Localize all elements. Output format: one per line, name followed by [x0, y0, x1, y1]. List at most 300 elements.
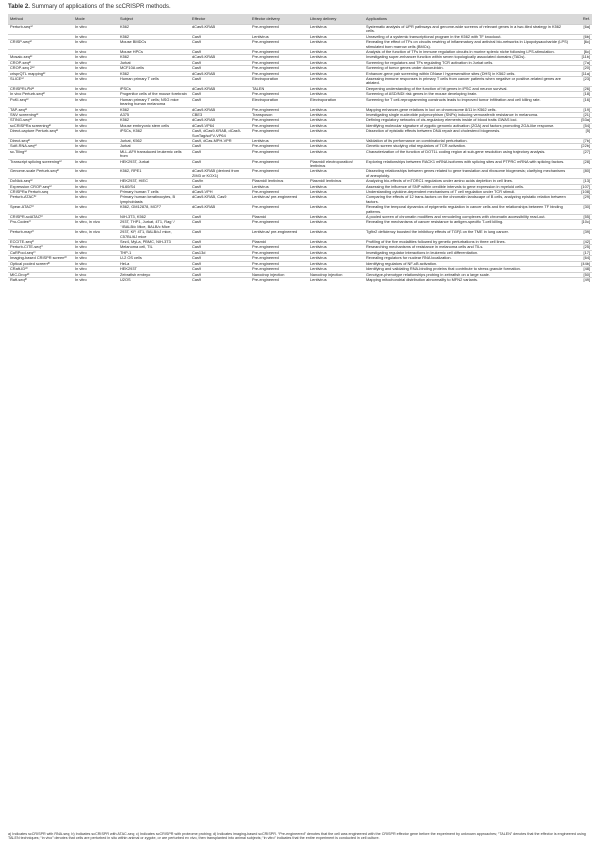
- cell-mode: In vitro: [75, 244, 87, 250]
- cell-mode: In vitro: [75, 266, 87, 272]
- cell-ref: [107]: [581, 184, 590, 189]
- cell-effector: Cas9: [192, 39, 202, 45]
- cell-mode: In vitro: [75, 143, 87, 149]
- cell-mode: In vitro: [75, 138, 87, 143]
- cell-effector: Cas9: [192, 91, 202, 97]
- cell-applications: Assessing immune responses in primary T cells from cancer patients when negative or positive-related genes are ablated.: [366, 76, 561, 86]
- cell-effector-delivery: Lentivirus/ pre-engineered: [252, 229, 298, 235]
- header-library-delivery: Library delivery: [308, 14, 364, 25]
- cell-applications: Unraveling of a systemic transcriptional program in the K562 with TF knockout.: [366, 34, 502, 39]
- cell-mode: In vitro: [75, 65, 87, 71]
- applications-table: [8, 14, 592, 282]
- cell-ref: [20]: [583, 65, 590, 71]
- cell-subject: HL60/S4: [120, 184, 136, 189]
- cell-subject: Jurkat, K562: [120, 138, 142, 143]
- cell-mode: In vitro: [75, 168, 87, 174]
- cell-effector: dCas9-VP64: [192, 123, 215, 128]
- cell-library-delivery: Lentivirus: [310, 214, 327, 220]
- cell-mode: In vitro: [75, 39, 87, 45]
- cell-effector-delivery: Plasmid/ lentivirus: [252, 178, 284, 184]
- cell-library-delivery: Lentivirus: [310, 261, 327, 266]
- table-row: [8, 97, 592, 107]
- cell-effector-delivery: Pre-engineered: [252, 49, 279, 55]
- cell-method: CRISPR-sciATACᵇ⁾: [10, 214, 43, 220]
- cell-library-delivery: Lentivirus: [310, 91, 327, 97]
- cell-ref: [21]: [583, 112, 590, 117]
- cell-ref: [29]: [583, 194, 590, 200]
- table-row: [8, 25, 592, 35]
- cell-ref: [42]: [583, 239, 590, 245]
- cell-effector: dCas9-KRAB (derived from ZIM3 or KOX1): [192, 168, 240, 178]
- cell-ref: [7b]: [583, 138, 590, 143]
- cell-effector-delivery: Pre-engineered: [252, 266, 279, 272]
- cell-effector-delivery: Lentivirus: [252, 138, 269, 143]
- cell-applications: Screening of tumor genes under doxorubicin.: [366, 65, 444, 71]
- cell-effector: CBE3: [192, 112, 203, 117]
- table-row: [8, 220, 592, 230]
- cell-method: Pro-Codesᶜ⁾: [10, 219, 31, 225]
- cell-ref: [16]: [583, 97, 590, 102]
- cell-ref: [6b]: [583, 34, 590, 39]
- cell-effector: dCas9-VPH: [192, 189, 213, 194]
- cell-effector: Cas9: [192, 272, 202, 277]
- cell-library-delivery: Lentivirus: [310, 71, 327, 76]
- cell-mode: In vitro: [75, 194, 87, 200]
- cell-effector-delivery: Pre-engineered: [252, 60, 279, 65]
- cell-ref: [11b]: [581, 54, 590, 60]
- header-method: Method: [8, 14, 73, 25]
- cell-method: Direct-capture Perturb-seqᵃ⁾: [10, 128, 59, 134]
- cell-mode: In vitro: [75, 97, 87, 102]
- cell-ref: [28]: [583, 159, 590, 164]
- cell-library-delivery: Lentivirus: [310, 239, 327, 245]
- cell-library-delivery: Lentivirus: [310, 189, 327, 194]
- header-ref: Ref.: [571, 14, 592, 25]
- cell-mode: In vitro: [75, 239, 87, 245]
- cell-ref: [44b]: [581, 261, 590, 266]
- table-row: [8, 149, 592, 159]
- cell-subject: Melanoma cell, TIL: [120, 244, 153, 250]
- cell-ref: [22b]: [581, 143, 590, 149]
- cell-mode: In vivo: [75, 272, 87, 277]
- cell-subject: iPSCs, K562: [120, 128, 143, 134]
- cell-effector: Cas9: [192, 65, 202, 71]
- cell-mode: In vitro: [75, 117, 87, 123]
- cell-subject: Primary human T cells: [120, 189, 159, 194]
- cell-subject: MLL-AF9 transduced leukemic cells from: [120, 149, 182, 159]
- cell-method: Imaging-based CRISPR screenᵈ⁾: [10, 255, 67, 261]
- cell-effector: Cas9, dCas9-KRAB, dCas9-SunTag/scFV-VP64: [192, 128, 242, 138]
- cell-applications: Genetic screen studying vital regulators of TCR activation.: [366, 143, 467, 149]
- table-caption: [8, 4, 171, 10]
- cell-mode: In vitro: [75, 204, 87, 210]
- cell-ref: [25]: [583, 244, 590, 250]
- cell-effector: Cas13d: [192, 250, 206, 255]
- cell-mode: In vitro, in vivo: [75, 219, 100, 225]
- cell-effector-delivery: Plasmid: [252, 214, 266, 220]
- cell-applications: Investigating super-enhancer function within seven topologically associated domains (TADs).: [366, 54, 526, 60]
- cell-method: DoNick-seqᵃ⁾: [10, 178, 33, 184]
- cell-effector: Cas9, dCas-MPH-VPR: [192, 138, 232, 143]
- cell-method: Mosaic-seqᵃ⁾: [10, 54, 33, 60]
- cell-effector: Cas9: [192, 149, 202, 154]
- cell-library-delivery: Lentivirus: [310, 76, 327, 82]
- cell-method: scCRISPRa screeningᵃ⁾: [10, 123, 52, 128]
- cell-effector: Cas9: [192, 229, 202, 235]
- cell-subject: Mouse BMDCs: [120, 39, 147, 45]
- cell-method: CRISPRa Perturb-seq: [10, 189, 49, 194]
- cell-mode: In vitro: [75, 250, 87, 255]
- cell-subject: HeLa: [120, 261, 130, 266]
- cell-effector: Cas9: [192, 239, 202, 245]
- cell-ref: [108]: [581, 189, 590, 194]
- cell-library-delivery: Lentivirus: [310, 149, 327, 154]
- cell-method: CaRPool-seqᶜ⁾: [10, 250, 36, 255]
- cell-ref: [30]: [583, 204, 590, 210]
- cell-subject: U-2 OS cells: [120, 255, 142, 261]
- cell-ref: [53a]: [581, 117, 590, 123]
- cell-method: CRaft-IDᵈ⁾: [10, 266, 28, 272]
- cell-subject: HEK293T, Jurkat: [120, 159, 150, 164]
- cell-mode: In vitro: [75, 149, 87, 154]
- table-row: [8, 129, 592, 139]
- header-mode: Mode: [73, 14, 118, 25]
- table-row: [8, 277, 592, 282]
- cell-applications: Profiling of the five modalities followed by genetic perturbations in three cell lines.: [366, 239, 506, 245]
- cell-effector-delivery: Pre-engineered: [252, 277, 279, 282]
- cell-applications: Deepening understanding of the function of hit genes in iPSC and neuron survival.: [366, 86, 508, 91]
- cell-subject: K562: [120, 24, 130, 29]
- cell-effector: Cas9: [192, 184, 202, 189]
- cell-effector-delivery: Plasmid: [252, 239, 266, 245]
- cell-effector: Cas9: [192, 261, 202, 266]
- cell-method: TAP-seqᵃ⁾: [10, 107, 28, 112]
- cell-ref: [11a]: [581, 71, 590, 76]
- cell-subject: iPSCs: [120, 86, 131, 91]
- cell-subject: Human primary T cells; NSG mice bearing human melanoma: [120, 97, 179, 107]
- cell-effector-delivery: Electroporation: [252, 76, 279, 82]
- cell-applications: Tgfbr2 deficiency boosted the inhibitory effects of TGFβ on the TME in lung cancer.: [366, 229, 509, 235]
- cell-effector-delivery: TALEN: [252, 86, 265, 91]
- cell-effector: dCas9-KRAB: [192, 204, 216, 210]
- cell-mode: In vitro: [75, 261, 87, 266]
- cell-mode: In vitro: [75, 54, 87, 60]
- cell-library-delivery: Lentivirus: [310, 266, 327, 272]
- cell-applications: Characterization of the function of DOT1L coding region at sub-gene resolution using trajectory analysis.: [366, 149, 546, 154]
- cell-mode: In vitro: [75, 184, 87, 189]
- cell-library-delivery: Lentivirus: [310, 39, 327, 45]
- cell-effector-delivery: Pre-engineered: [252, 39, 279, 45]
- cell-effector-delivery: Pre-engineered: [252, 159, 279, 164]
- cell-applications: Screening of ASD/NDI risk genes in the mouse developing brain.: [366, 91, 478, 97]
- cell-method: Genome-scale Perturb-seqᵃ⁾: [10, 168, 60, 174]
- cell-library-delivery: Lentivirus: [310, 143, 327, 149]
- cell-effector: dCas9-KRAB: [192, 86, 216, 91]
- cell-applications: Identifying regulators of NF-κB activation.: [366, 261, 438, 266]
- cell-subject: K562: [120, 71, 130, 76]
- cell-library-delivery: Plasmid/ electroporation/ lentivirus: [310, 159, 353, 168]
- cell-effector-delivery: Pre-engineered: [252, 54, 279, 60]
- cell-method: Perturb-mapᶜ⁾: [10, 229, 34, 235]
- cell-effector: Cas9: [192, 97, 202, 102]
- cell-effector: dCas9-KRAB: [192, 24, 216, 29]
- cell-method: Raft-seqᵈ⁾: [10, 277, 28, 282]
- header-effector: Effector: [190, 14, 250, 25]
- table-row: [8, 159, 592, 169]
- cell-applications: Researching mechanisms of resistance in melanoma cells and TILs.: [366, 244, 484, 250]
- cell-applications: Identifying and validating RNA-binding proteins that contribute to stress granule formation.: [366, 266, 521, 272]
- cell-library-delivery: Nanodrop injection: [310, 272, 343, 277]
- cell-applications: Mapping enhancer-gene relations in loci on chromosome 8/11 in K562 cells.: [366, 107, 497, 112]
- cell-subject: U2OS: [120, 277, 131, 282]
- cell-effector-delivery: Transposon: [252, 112, 273, 117]
- cell-subject: Human primary T cells: [120, 76, 159, 82]
- cell-mode: In vitro: [75, 123, 87, 128]
- cell-ref: [6a]: [583, 24, 590, 29]
- cell-library-delivery: Electroporation: [310, 97, 337, 102]
- cell-method: STING-seqᵃ⁾: [10, 117, 32, 123]
- cell-effector-delivery: Pre-engineered: [252, 204, 279, 210]
- cell-ref: [27]: [583, 149, 590, 154]
- cell-applications: Analysis of the function of TFs in immune regulation circuits in murine splenic niche following LPS-stimulation.: [366, 49, 555, 55]
- cell-subject: Mouse embryonic stem cells: [120, 123, 170, 128]
- cell-applications: Investigating regulator interactions in leukemic cell differentiation.: [366, 250, 479, 255]
- cell-mode: In vitro: [75, 60, 87, 65]
- cell-library-delivery: Lentivirus: [310, 123, 327, 128]
- cell-subject: NIH-3T3, K562: [120, 214, 146, 220]
- cell-subject: K562, RPE1: [120, 168, 142, 174]
- cell-applications: Genotype-phenotype relationships probing in zebrafish on a large scale.: [366, 272, 490, 277]
- cell-library-delivery: Lentivirus: [310, 184, 327, 189]
- cell-effector: Cas9: [192, 214, 202, 220]
- cell-applications: A pooled screen of chromatin modifiers and remodeling complexes with chromatin accessibility read-out.: [366, 214, 546, 220]
- table-row: [8, 230, 592, 240]
- cell-effector: dCas9-KRAB, Cas9: [192, 194, 227, 200]
- table-caption-label: Table 2.: [8, 4, 30, 10]
- cell-applications: Enhancer-gene pair screening within DNase I hypersensitive sites (DHS) in K562 cells.: [366, 71, 516, 76]
- cell-method: SNV screeningᵃ⁾: [10, 112, 39, 117]
- cell-method: Scifi-RNA-seqᵃ⁾: [10, 143, 37, 149]
- cell-ref: [5]: [585, 128, 590, 134]
- cell-applications: Understanding cytokine-dependent mechanisms of T cell regulation under TCR stimuli.: [366, 189, 516, 194]
- cell-applications: Investigating single nucleotide polymorphism (SNPs) inducing vemurafenib resistance in melanoma.: [366, 112, 539, 117]
- cell-applications: Identifying molecular signature of zygotic genomic activation (ZGA) and factors promoting ZGA-like response.: [366, 123, 555, 128]
- cell-mode: In vitro: [75, 214, 87, 220]
- cell-applications: Analyzing bio-effects of mTORC1 regulators under amino acids depletion in cell lines.: [366, 178, 513, 184]
- header-effector-delivery: Effector delivery: [250, 14, 308, 25]
- cell-method: MIC-Dropᵈ⁾: [10, 272, 30, 277]
- cell-subject: 293T, THP1, Jurkat, 4T1, Rag⁻/⁻/BALB/c Mice, BALB/c Mice: [120, 219, 175, 229]
- cell-ref: [13]: [583, 178, 590, 184]
- cell-effector-delivery: Pre-engineered: [252, 261, 279, 266]
- cell-applications: Defining regulatory networks of cis-regulatory elements inside of blood traits GWAS loci.: [366, 117, 518, 123]
- cell-effector: Cas9: [192, 219, 202, 225]
- cell-applications: Validation of its performance on combinatorial perturbation.: [366, 138, 468, 143]
- cell-ref: [48]: [583, 266, 590, 272]
- cell-library-delivery: Lentivirus: [310, 128, 327, 134]
- cell-method: Expression CROP-seqᵃ⁾: [10, 184, 52, 189]
- cell-subject: K562, GM12878, MCF7: [120, 204, 162, 210]
- cell-applications: Assessing the influence of SNP within credible intervals to gene expression in myeloid cells.: [366, 184, 525, 189]
- table-row: [8, 40, 592, 50]
- cell-library-delivery: Lentivirus: [310, 60, 327, 65]
- cell-method: PoKI-seqᵃ⁾: [10, 97, 29, 102]
- cell-subject: HEK293T, HIEC: [120, 178, 148, 184]
- cell-effector-delivery: Lentivirus/ pre-engineered: [252, 194, 298, 200]
- cell-applications: Comparing the effects of 12 trans-factors on the chromatin landscape of B cells, analyzing epistatic relation between factors.: [366, 194, 566, 204]
- cell-ref: [26]: [583, 86, 590, 91]
- table-row: [8, 195, 592, 205]
- table-row: [8, 169, 592, 179]
- cell-library-delivery: Lentivirus: [310, 277, 327, 282]
- cell-ref: [39]: [583, 229, 590, 235]
- cell-effector: Cas9: [192, 266, 202, 272]
- cell-effector-delivery: Pre-engineered: [252, 168, 279, 174]
- cell-applications: Revealing the mechanisms of cancer resistance to antigen-specific T-cell killing.: [366, 219, 504, 225]
- cell-subject: K562: [120, 117, 130, 123]
- cell-effector: Cas9: [192, 277, 202, 282]
- cell-ref: [23]: [583, 76, 590, 82]
- cell-effector: Cas9n: [192, 178, 204, 184]
- cell-library-delivery: Lentivirus: [310, 107, 327, 112]
- cell-applications: Dissecting relationships between genes related to gene translation and ribosome biogenesis; clarifying mechanisms of aneuploidy.: [366, 168, 566, 178]
- cell-subject: K562: [120, 54, 130, 60]
- cell-ref: [17]: [583, 250, 590, 255]
- cell-effector: Cas9: [192, 255, 202, 261]
- header-applications: Applications: [364, 14, 571, 25]
- cell-method: CRISPRi-i³Nᵃ⁾: [10, 86, 35, 91]
- cell-effector-delivery: Pre-engineered: [252, 117, 279, 123]
- cell-ref: [54]: [583, 123, 590, 128]
- cell-subject: Progenitor cells of the mouse forebrain: [120, 91, 187, 97]
- cell-ref: [6c]: [583, 49, 590, 55]
- cell-effector-delivery: Nanodrop injection: [252, 272, 285, 277]
- cell-method: Perturb-ATACᵇ⁾: [10, 194, 37, 200]
- cell-library-delivery: Lentivirus: [310, 219, 327, 225]
- cell-effector-delivery: Lentivirus: [252, 34, 269, 39]
- cell-effector-delivery: Pre-engineered: [252, 143, 279, 149]
- cell-subject: Sez4, MyLa, PBMC, NIH-3T3: [120, 239, 171, 245]
- cell-effector-delivery: Lentivirus: [252, 184, 269, 189]
- cell-library-delivery: Lentivirus: [310, 255, 327, 261]
- cell-effector: Cas9: [192, 34, 202, 39]
- cell-method: Transcript splicing screeningᵃ⁾: [10, 159, 62, 164]
- cell-library-delivery: Lentivirus: [310, 54, 327, 60]
- cell-library-delivery: Lentivirus: [310, 24, 327, 29]
- cell-mode: In vitro, in vivo: [75, 229, 100, 235]
- table-caption-text: Summary of applications of the scCRISPR methods.: [31, 4, 171, 10]
- cell-library-delivery: Lentivirus: [310, 112, 327, 117]
- cell-method: CROP-seq 2ᵃ⁾: [10, 65, 35, 71]
- cell-effector-delivery: Pre-engineered: [252, 107, 279, 112]
- table-header-row: [8, 14, 592, 25]
- cell-method: Perturb-CITE-seqᶜ⁾: [10, 244, 43, 250]
- cell-library-delivery: Lentivirus: [310, 65, 327, 71]
- cell-method: Direct-seqᵃ⁾: [10, 138, 31, 143]
- cell-effector-delivery: Pre-engineered: [252, 244, 279, 250]
- cell-subject: MCF10A cells: [120, 65, 144, 71]
- cell-ref: [49]: [583, 277, 590, 282]
- cell-ref: [50]: [583, 272, 590, 277]
- cell-ref: [18]: [583, 91, 590, 97]
- cell-subject: K562: [120, 34, 130, 39]
- cell-mode: In vitro: [75, 159, 87, 164]
- cell-effector-delivery: Pre-engineered: [252, 250, 279, 255]
- cell-method: CROP-seqᵃ⁾: [10, 60, 32, 65]
- table-body: [8, 25, 592, 283]
- cell-library-delivery: Lentivirus: [310, 250, 327, 255]
- cell-subject: Primary human keratinocytes, B lymphoblasts: [120, 194, 176, 204]
- cell-subject: K562: [120, 107, 130, 112]
- cell-mode: In vitro: [75, 24, 87, 29]
- cell-subject: Jurkat: [120, 143, 131, 149]
- cell-method: In vivo Perturb-seqᵃ⁾: [10, 91, 46, 97]
- cell-effector-delivery: Pre-engineered: [252, 219, 279, 225]
- cell-effector: Cas9: [192, 49, 202, 55]
- cell-applications: Exploring relationships between RACK1 mRNA isoforms with splicing sites and PTPRC mRNA with splicing factors.: [366, 159, 565, 164]
- cell-mode: In vitro: [75, 86, 87, 91]
- cell-effector: Cas9: [192, 159, 202, 164]
- cell-method: CRISP-seqᵃ⁾: [10, 39, 32, 45]
- cell-mode: In vitro: [75, 255, 87, 261]
- cell-library-delivery: Lentivirus: [310, 117, 327, 123]
- cell-library-delivery: Lentivirus: [310, 138, 327, 143]
- cell-applications: Mapping mitochondrial distribution abnormality to MFN2 variants.: [366, 277, 479, 282]
- cell-ref: [19]: [583, 107, 590, 112]
- cell-effector-delivery: Pre-engineered: [252, 65, 279, 71]
- cell-effector: Cas9: [192, 244, 202, 250]
- cell-effector: Cas9: [192, 143, 202, 149]
- cell-effector: dCas9-KRAB: [192, 71, 216, 76]
- cell-ref: [64]: [583, 255, 590, 261]
- cell-mode: In vitro: [75, 71, 87, 76]
- table-row: [8, 77, 592, 87]
- cell-subject: 293T, KP, 4T1, BALB/cJ mice, C57BL/6J mice: [120, 229, 172, 239]
- cell-applications: Systematic analysis of UPR pathways and genome-wide screens of relevant genes in a two-tiled strategy in K562 cells.: [366, 24, 562, 34]
- table-footnote: a) Indicates scCRISPR with RNA-seq; b) Indicates scCRISPR with ATAC-seq; c) Indicates scCRISPR with proteome probing; d) Indicates imaging-based scCRISPR. “Pre-engineered” denotes that the cell was engineered with the CRISPR effector gene before the experiment by unknown approaches; “TALEN” denotes that the effector is engineered using TALEN techniques; “in vivo” denotes that cells are perturbed in situ within animal or zygote, or are perturbed ex vivo, then transplanted into animal subjects; “in vitro” indicates that the entire experiment is conducted in cell culture.: [8, 832, 586, 841]
- cell-ref: [80]: [583, 168, 590, 174]
- cell-subject: Jurkat: [120, 60, 131, 65]
- cell-library-delivery: Lentivirus: [310, 49, 327, 55]
- header-subject: Subject: [118, 14, 190, 25]
- cell-library-delivery: Lentivirus: [310, 34, 327, 39]
- cell-method: sc-Tilingᵃ⁾: [10, 149, 27, 154]
- cell-method: ECCITE-seqᶜ⁾: [10, 239, 35, 245]
- table-row: [8, 205, 592, 215]
- cell-library-delivery: Lentivirus: [310, 194, 327, 200]
- cell-subject: Zebrafish embryo: [120, 272, 151, 277]
- cell-mode: In vitro: [75, 178, 87, 184]
- cell-mode: In vitro: [75, 277, 87, 282]
- cell-effector-delivery: Pre-engineered: [252, 123, 279, 128]
- cell-method: Spear-ATACᵇ⁾: [10, 204, 34, 210]
- cell-library-delivery: Plasmid/ lentivirus: [310, 178, 342, 184]
- cell-mode: In vitro: [75, 107, 87, 112]
- cell-applications: Screening for T cell-reprogramming constructs leads to improved tumor infiltration and cell killing rate.: [366, 97, 541, 102]
- cell-mode: In vivo: [75, 49, 87, 55]
- cell-effector-delivery: Pre-engineered: [252, 255, 279, 261]
- cell-mode: In vitro: [75, 76, 87, 82]
- cell-applications: Revealing the effect of TFs on circuits rewiring of inflammatory and antiviral bio-networks in Lipopolysaccharide (LPS) stimulated born marrow cells (BMCs).: [366, 39, 569, 49]
- cell-effector-delivery: Pre-engineered: [252, 71, 279, 76]
- cell-method: SLICEᵃ⁾: [10, 76, 24, 82]
- cell-subject: A375: [120, 112, 130, 117]
- cell-effector: dCas9-KRAB: [192, 107, 216, 112]
- cell-effector-delivery: Pre-engineered: [252, 24, 279, 29]
- cell-applications: Screening for regulators and TFs regulating TCR activation in Jurkat cells.: [366, 60, 494, 65]
- cell-effector-delivery: Electroporation: [252, 97, 279, 102]
- cell-subject: THP-1: [120, 250, 132, 255]
